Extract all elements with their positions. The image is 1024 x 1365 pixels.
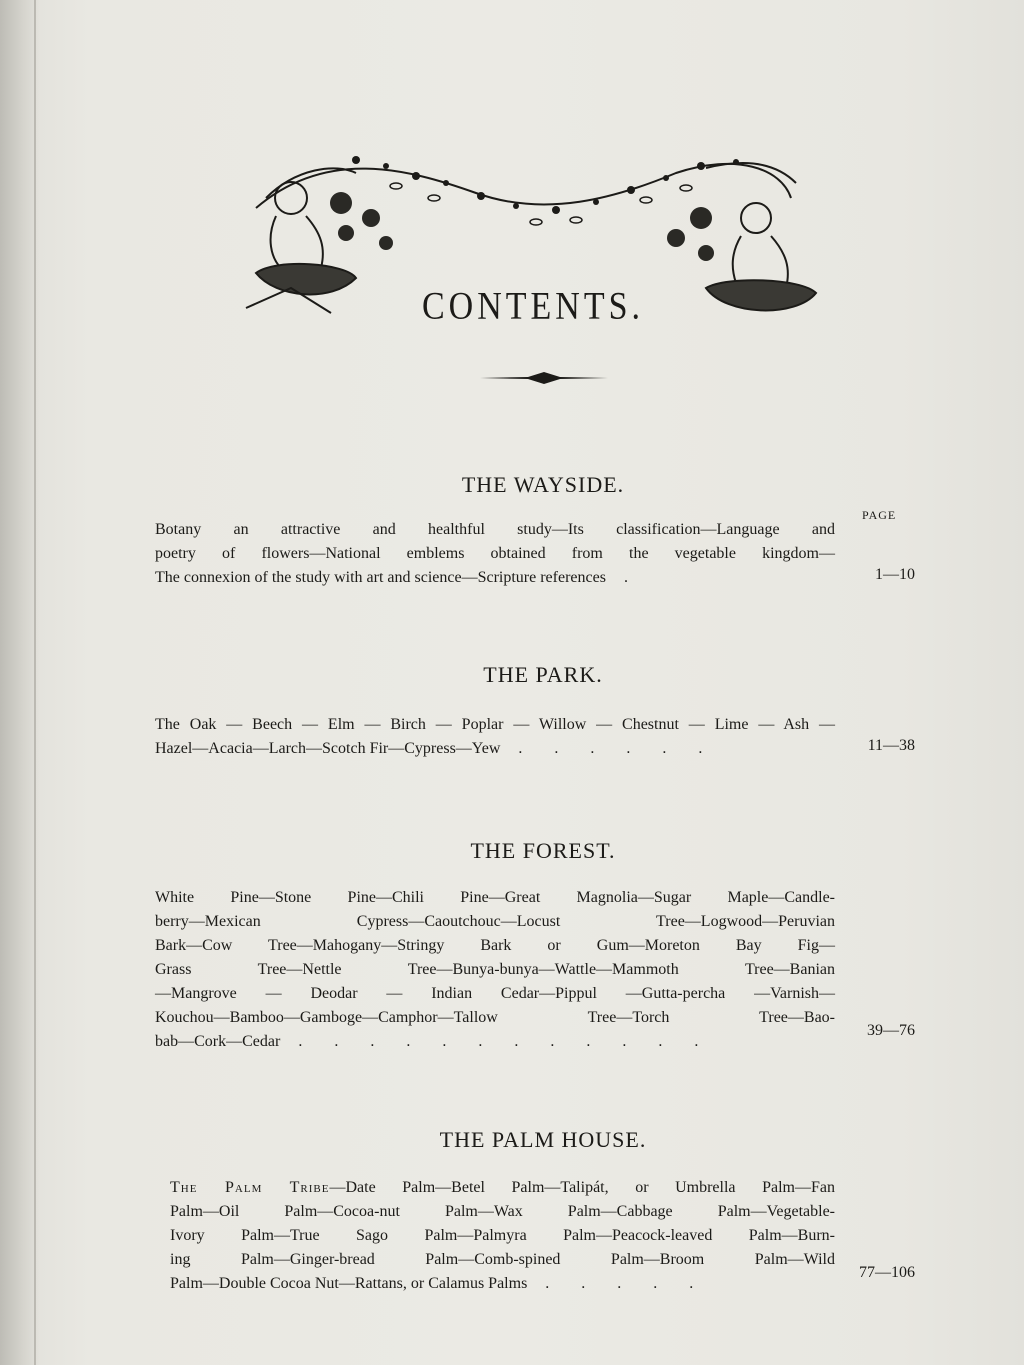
page-range: 1—10	[875, 566, 915, 583]
entry-line: poetry of flowers—National emblems obtained from the vegetable kingdom—	[155, 545, 835, 562]
entry-line: The Palm Tribe—Date Palm—Betel Palm—Talipát, or Umbrella Palm—Fan	[170, 1179, 835, 1196]
page-column-label: PAGE	[862, 508, 897, 522]
entry-line: Palm—Oil Palm—Cocoa-nut Palm—Wax Palm—Cabbage Palm—Vegetable-	[170, 1203, 835, 1220]
entry-line: berry—Mexican Cypress—Caoutchouc—Locust Tree—Logwood—Peruvian	[155, 913, 835, 930]
entry-line: Kouchou—Bamboo—Gamboge—Camphor—Tallow Tree—Torch Tree—Bao-	[155, 1009, 835, 1026]
entry-line: The Oak — Beech — Elm — Birch — Poplar — Willow — Chestnut — Lime — Ash —	[155, 716, 835, 733]
entry-line: ing Palm—Ginger-bread Palm—Comb-spined Palm—Broom Palm—Wild	[170, 1251, 835, 1268]
dot-leader: .	[605, 569, 642, 586]
entry-line: Grass Tree—Nettle Tree—Bunya-bunya—Wattle—Mammoth Tree—Banian	[155, 961, 835, 978]
entry-line: The connexion of the study with art and science—Scripture references .	[155, 569, 642, 586]
ornamental-rule-icon	[478, 368, 610, 388]
section-entry-wayside	[155, 518, 835, 590]
page-range: 39—76	[867, 1022, 915, 1039]
section-title-forest: THE FOREST.	[470, 838, 616, 863]
section-entry-park	[155, 713, 835, 761]
dot-leader: . . . . . . . . . . . .	[280, 1033, 713, 1050]
entry-line: Palm—Double Cocoa Nut—Rattans, or Calamus Palms . . . . .	[170, 1275, 708, 1292]
page-title: CONTENTS.	[421, 285, 645, 328]
page-range: 77—106	[859, 1264, 915, 1281]
section-entry-palm-house	[170, 1176, 835, 1296]
section-title-palm-house: THE PALM HOUSE.	[439, 1127, 647, 1152]
dot-leader: . . . . .	[527, 1275, 708, 1292]
entry-line: Hazel—Acacia—Larch—Scotch Fir—Cypress—Yew . . . . . .	[155, 740, 717, 757]
section-entry-forest	[155, 886, 835, 1054]
page-range: 11—38	[867, 737, 915, 754]
entry-line: White Pine—Stone Pine—Chili Pine—Great Magnolia—Sugar Maple—Candle-	[155, 889, 835, 906]
entry-line: —Mangrove — Deodar — Indian Cedar—Pippul —Gutta-percha —Varnish—	[155, 985, 835, 1002]
section-title-park: THE PARK.	[483, 662, 603, 687]
dot-leader: . . . . . .	[500, 740, 717, 757]
section-title-wayside: THE WAYSIDE.	[461, 472, 625, 497]
entry-line: Botany an attractive and healthful study—Its classification—Language and	[155, 521, 835, 538]
entry-line: Ivory Palm—True Sago Palm—Palmyra Palm—Peacock-leaved Palm—Burn-	[170, 1227, 835, 1244]
entry-line: bab—Cork—Cedar . . . . . . . . . . . .	[155, 1033, 713, 1050]
entry-line: Bark—Cow Tree—Mahogany—Stringy Bark or Gum—Moreton Bay Fig—	[155, 937, 835, 954]
